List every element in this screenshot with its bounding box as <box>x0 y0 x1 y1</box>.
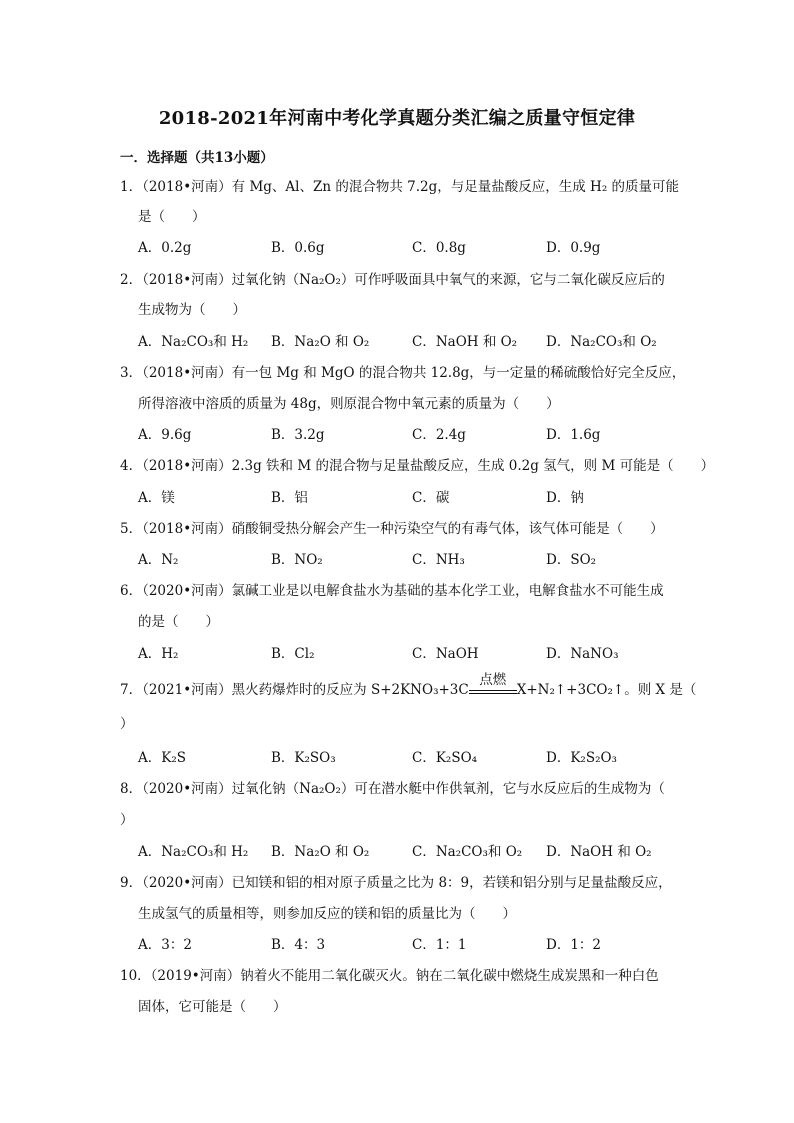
question-4-text: 4．（2018•河南）2.3g 铁和 M 的混合物与足量盐酸反应，生成 0.2g 氢气，则 M 可能是（ ） <box>120 458 715 474</box>
question-5-text: 5．（2018•河南）硝酸铜受热分解会产生一种污染空气的有毒气体，该气体可能是（ ） <box>120 521 664 537</box>
page-title: 2018-2021年河南中考化学真题分类汇编之质量守恒定律 <box>158 108 636 129</box>
reaction-bar-top <box>469 690 517 691</box>
option-d[interactable]: D．0.9g <box>546 240 601 256</box>
section-heading: 一．选择题（共13小题） <box>120 150 274 166</box>
option-a[interactable]: A．Na₂CO₃和 H₂ <box>138 334 249 350</box>
question-9-text-cont: 生成氢气的质量相等，则参加反应的镁和铝的质量比为（ ） <box>138 906 516 922</box>
question-5-options <box>138 551 678 569</box>
option-a[interactable]: A．H₂ <box>138 646 179 662</box>
reaction-arrow <box>469 672 517 699</box>
option-a[interactable]: A．镁 <box>138 490 175 506</box>
option-c[interactable]: C．1：1 <box>412 937 467 953</box>
option-b[interactable]: B．0.6g <box>271 240 325 256</box>
option-c[interactable]: C．NaOH 和 O₂ <box>412 334 518 350</box>
question-3-text-cont: 所得溶液中溶质的质量为 48g，则原混合物中氧元素的质量为（ ） <box>138 396 560 412</box>
question-10-text: 10．（2019•河南）钠着火不能用二氧化碳灭火。钠在二氧化碳中燃烧生成炭黑和一种白色 <box>120 968 659 984</box>
option-b[interactable]: B．4：3 <box>271 937 326 953</box>
option-b[interactable]: B．3.2g <box>271 427 325 443</box>
option-b[interactable]: B．Na₂O 和 O₂ <box>271 844 370 860</box>
option-d[interactable]: D．NaNO₃ <box>546 646 619 662</box>
option-c[interactable]: C．碳 <box>412 490 450 506</box>
question-4-options <box>138 489 678 507</box>
option-a[interactable]: A．Na₂CO₃和 H₂ <box>138 844 249 860</box>
option-a[interactable]: A．3：2 <box>138 937 192 953</box>
option-b[interactable]: B．铝 <box>271 490 308 506</box>
reaction-reactants: 7．（2021•河南）黑火药爆炸时的反应为 S+2KNO₃+3C <box>120 682 469 698</box>
question-2-text-cont: 生成物为（ ） <box>138 302 246 318</box>
reaction-condition: 点燃 <box>479 672 507 688</box>
option-b[interactable]: B．K₂SO₃ <box>271 750 336 766</box>
option-a[interactable]: A．K₂S <box>138 750 186 766</box>
option-b[interactable]: B．NO₂ <box>271 552 323 568</box>
question-7-options <box>138 749 678 767</box>
option-c[interactable]: C．NaOH <box>412 646 479 662</box>
option-d[interactable]: D．NaOH 和 O₂ <box>546 844 652 860</box>
option-a[interactable]: A．9.6g <box>138 427 192 443</box>
question-8-text: 8．（2020•河南）过氧化钠（Na₂O₂）可在潜水艇中作供氧剂，它与水反应后的生成物为（ <box>120 781 665 797</box>
option-d[interactable]: D．1：2 <box>546 937 602 953</box>
reaction-bar-bottom <box>469 693 517 694</box>
option-d[interactable]: D．钠 <box>546 490 584 506</box>
question-10-text-cont: 固体，它可能是（ ） <box>138 999 287 1015</box>
question-6-options <box>138 645 678 663</box>
question-1-options <box>138 239 678 257</box>
question-6-text: 6．（2020•河南）氯碱工业是以电解食盐水为基础的基本化学工业，电解食盐水不可能生成 <box>120 583 664 599</box>
option-a[interactable]: A．N₂ <box>138 552 179 568</box>
question-9-text: 9．（2020•河南）已知镁和铝的相对原子质量之比为 8：9，若镁和铝分别与足量盐酸反应， <box>120 875 672 891</box>
option-b[interactable]: B．Cl₂ <box>271 646 315 662</box>
option-b[interactable]: B．Na₂O 和 O₂ <box>271 334 370 350</box>
option-c[interactable]: C．2.4g <box>412 427 466 443</box>
question-3-options <box>138 426 678 444</box>
question-8-options <box>138 843 678 861</box>
option-d[interactable]: D．Na₂CO₃和 O₂ <box>546 334 657 350</box>
option-d[interactable]: D．SO₂ <box>546 552 597 568</box>
option-c[interactable]: C．Na₂CO₃和 O₂ <box>412 844 523 860</box>
question-8-text-cont: ） <box>120 812 134 828</box>
question-7-text-cont: ） <box>120 716 134 732</box>
question-1-text-cont: 是（ ） <box>138 209 206 225</box>
option-d[interactable]: D．K₂S₂O₃ <box>546 750 617 766</box>
reaction-products: X+N₂↑+3CO₂↑。则 X 是（ <box>516 682 697 698</box>
question-7-text <box>120 672 697 699</box>
option-c[interactable]: C．NH₃ <box>412 552 465 568</box>
question-2-text: 2．（2018•河南）过氧化钠（Na₂O₂）可作呼吸面具中氧气的来源，它与二氧化碳反应后的 <box>120 272 665 288</box>
option-c[interactable]: C．K₂SO₄ <box>412 750 478 766</box>
question-9-options <box>138 936 678 954</box>
option-d[interactable]: D．1.6g <box>546 427 601 443</box>
question-6-text-cont: 的是（ ） <box>138 614 219 630</box>
question-3-text: 3．（2018•河南）有一包 Mg 和 MgO 的混合物共 12.8g，与一定量的稀硫酸恰好完全反应， <box>120 365 686 381</box>
question-2-options <box>138 333 678 351</box>
option-a[interactable]: A．0.2g <box>138 240 192 256</box>
option-c[interactable]: C．0.8g <box>412 240 466 256</box>
question-1-text: 1．（2018•河南）有 Mg、Al、Zn 的混合物共 7.2g，与足量盐酸反应，生成 H₂ 的质量可能 <box>120 179 680 195</box>
